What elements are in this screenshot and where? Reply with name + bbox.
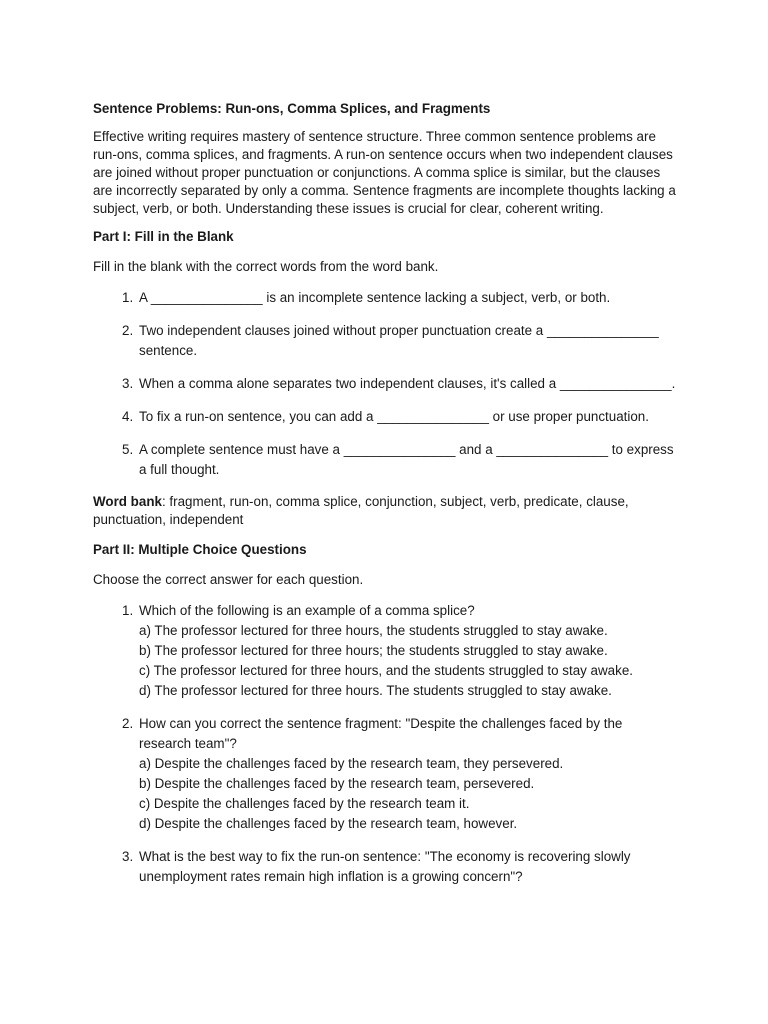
- item-text: A complete sentence must have a _______________ and a _______________ to express a full thought.: [139, 442, 674, 477]
- question-number: 1.: [122, 603, 134, 618]
- item-text: A _______________ is an incomplete sentence lacking a subject, verb, or both.: [139, 290, 611, 305]
- item-number: 1.: [122, 290, 134, 305]
- answer-option: c) Despite the challenges faced by the research team it.: [139, 796, 470, 811]
- answer-option: a) The professor lectured for three hours, the students struggled to stay awake.: [139, 623, 608, 638]
- question-number: 3.: [122, 849, 134, 864]
- multiple-choice-list: [93, 601, 678, 887]
- question-number: 2.: [122, 716, 134, 731]
- question-item: [93, 847, 678, 887]
- fill-in-item: [93, 321, 678, 361]
- answer-option: b) The professor lectured for three hours; the students struggled to stay awake.: [139, 643, 608, 658]
- question-item: [93, 601, 678, 701]
- item-number: 3.: [122, 376, 134, 391]
- word-bank-list: : fragment, run-on, comma splice, conjunction, subject, verb, predicate, clause, punctuation, independent: [93, 494, 629, 527]
- item-text: To fix a run-on sentence, you can add a _______________ or use proper punctuation.: [139, 409, 649, 424]
- question-text: What is the best way to fix the run-on sentence: "The economy is recovering slowly unemployment rates remain high inflation is a growing concern"?: [139, 849, 631, 884]
- fill-in-item: [93, 440, 678, 480]
- fill-in-blank-list: [93, 288, 678, 480]
- question-text: How can you correct the sentence fragment: "Despite the challenges faced by the research team"?: [139, 716, 623, 751]
- fill-in-item: [93, 407, 678, 427]
- word-bank: [93, 493, 678, 529]
- part2-instructions: Choose the correct answer for each question.: [93, 572, 364, 587]
- word-bank-label: Word bank: [93, 494, 162, 509]
- answer-option: c) The professor lectured for three hours, and the students struggled to stay awake.: [139, 663, 633, 678]
- answer-option: b) Despite the challenges faced by the research team, persevered.: [139, 776, 535, 791]
- part2-heading: Part II: Multiple Choice Questions: [93, 542, 307, 557]
- item-number: 4.: [122, 409, 134, 424]
- answer-option: d) Despite the challenges faced by the research team, however.: [139, 816, 518, 831]
- question-item: [93, 714, 678, 834]
- fill-in-item: [93, 374, 678, 394]
- item-text: When a comma alone separates two independent clauses, it's called a _______________.: [139, 376, 676, 391]
- document-title: Sentence Problems: Run-ons, Comma Splices, and Fragments: [93, 101, 491, 116]
- part1-instructions: Fill in the blank with the correct words from the word bank.: [93, 259, 439, 274]
- answer-option: d) The professor lectured for three hours. The students struggled to stay awake.: [139, 683, 612, 698]
- answer-option: a) Despite the challenges faced by the research team, they persevered.: [139, 756, 564, 771]
- item-number: 2.: [122, 323, 134, 338]
- part1-heading: Part I: Fill in the Blank: [93, 229, 234, 244]
- item-text: Two independent clauses joined without proper punctuation create a _______________ sentence.: [139, 323, 659, 358]
- fill-in-item: [93, 288, 678, 308]
- intro-paragraph: Effective writing requires mastery of sentence structure. Three common sentence problems are run-ons, comma splices, and fragments. A run-on sentence occurs when two independent clauses are joined without proper punctuation or conjunctions. A comma splice is similar, but the clauses are incorrectly separated by only a comma. Sentence fragments are incomplete thoughts lacking a subject, verb, or both. Understanding these issues is crucial for clear, coherent writing.: [93, 129, 676, 216]
- question-text: Which of the following is an example of a comma splice?: [139, 603, 475, 618]
- item-number: 5.: [122, 442, 134, 457]
